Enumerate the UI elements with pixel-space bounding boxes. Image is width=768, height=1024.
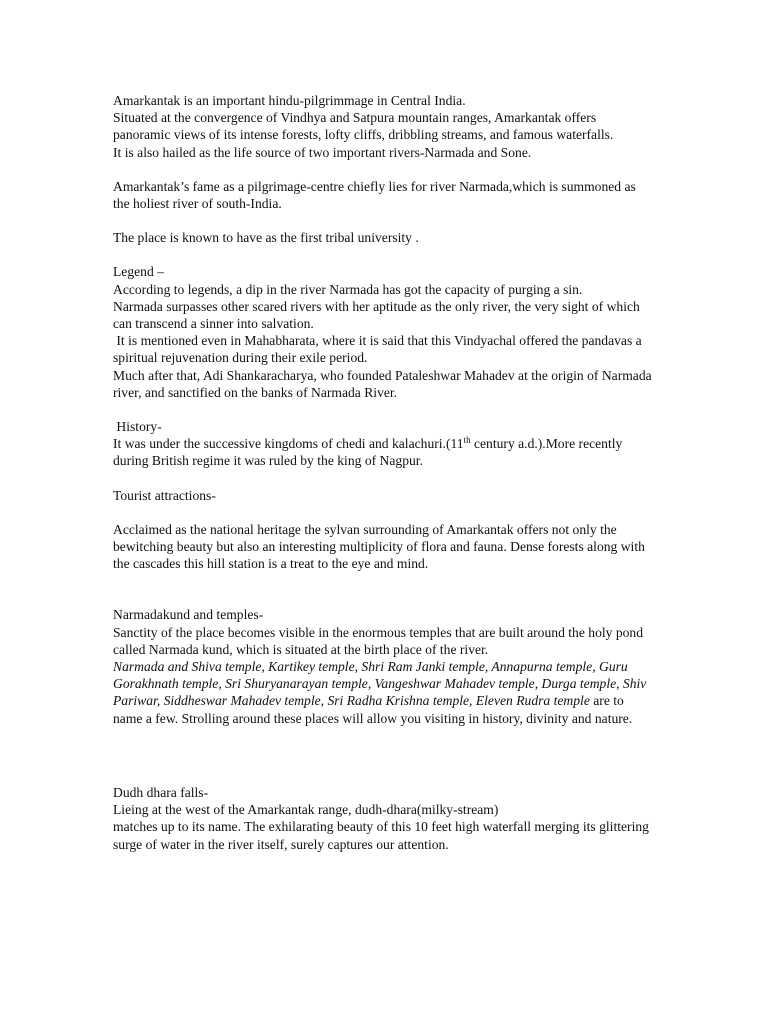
dudhdhara-line-2: matches up to its name. The exhilarating beauty of this 10 feet high waterfall merging its glittering surge of water in the river itself, surely captures our attention.	[113, 819, 649, 852]
spacer	[113, 504, 653, 521]
history-text-after: century a.d.).More recently during British regime it was ruled by the king of Nagpur.	[113, 436, 623, 469]
history-text-before: It was under the successive kingdoms of chedi and kalachuri.(11	[113, 436, 464, 452]
spacer	[113, 767, 653, 784]
university-paragraph: The place is known to have as the first tribal university .	[113, 230, 419, 246]
temples-list: Narmada and Shiva temple, Kartikey temple, Shri Ram Janki temple, Annapurna temple, Guru Gorakhnath temple, Sri Shuryanarayan temple, Vangeshwar Mahadev temple, Durga temple, Shiv Pariwar, Siddheswar Mahadev temple, Sri Radha Krishna temple, Eleven Rudra temple	[113, 659, 647, 709]
narmadakund-paragraph: Sanctity of the place becomes visible in the enormous temples that are built around the holy pond called Narmada kund, which is situated at the birth place of the river.	[113, 624, 644, 657]
tourist-heading: Tourist attractions-	[113, 487, 216, 503]
dudhdhara-heading: Dudh dhara falls-	[113, 784, 209, 800]
spacer	[113, 401, 653, 418]
legend-paragraph-2: Narmada surpasses other scared rivers with her aptitude as the only river, the very sight of which can transcend a sinner into salvation.	[113, 298, 640, 332]
legend-paragraph-4: Much after that, Adi Shankaracharya, who founded Pataleshwar Mahadev at the origin of Narmada river, and sanctified on the banks of Narmada River.	[113, 367, 652, 400]
legend-paragraph-1: According to legends, a dip in the river Narmada has got the capacity of purging a sin.	[113, 281, 583, 297]
spacer	[113, 572, 653, 606]
document-page	[113, 92, 653, 853]
spacer	[113, 470, 653, 487]
dudhdhara-line-1: Lieing at the west of the Amarkantak range, dudh-dhara(milky-stream)	[113, 802, 499, 818]
spacer	[113, 727, 653, 767]
temples-tail: are to name a few. Strolling around these places will allow you visiting in history, divinity and nature.	[113, 693, 633, 726]
history-heading: History-	[113, 419, 162, 435]
history-superscript: th	[463, 435, 471, 446]
legend-paragraph-3: It is mentioned even in Mahabharata, where it is said that this Vindyachal offered the pandavas a spiritual rejuvenation during their exile period.	[113, 333, 646, 366]
history-paragraph	[113, 435, 653, 469]
legend-heading: Legend –	[113, 264, 164, 280]
temples-paragraph	[113, 658, 653, 727]
tourist-paragraph: Acclaimed as the national heritage the sylvan surrounding of Amarkantak offers not only the bewitching beauty but also an interesting multiplicity of flora and fauna. Dense forests along with the cascades this hill station is a treat to the eye and mind.	[113, 521, 645, 572]
fame-paragraph: Amarkantak’s fame as a pilgrimage-centre chiefly lies for river Narmada,which is summoned as the holiest river of south-India.	[113, 178, 636, 212]
spacer	[113, 246, 653, 263]
narmadakund-heading: Narmadakund and temples-	[113, 607, 264, 623]
spacer	[113, 212, 653, 229]
intro-line-3: It is also hailed as the life source of two important rivers-Narmada and Sone.	[113, 144, 532, 160]
spacer	[113, 161, 653, 178]
intro-line-2: Situated at the convergence of Vindhya and Satpura mountain ranges, Amarkantak offers panoramic views of its intense forests, lofty cliffs, dribbling streams, and famous waterfalls.	[113, 110, 614, 143]
intro-line-1: Amarkantak is an important hindu-pilgrimmage in Central India.	[113, 93, 466, 108]
